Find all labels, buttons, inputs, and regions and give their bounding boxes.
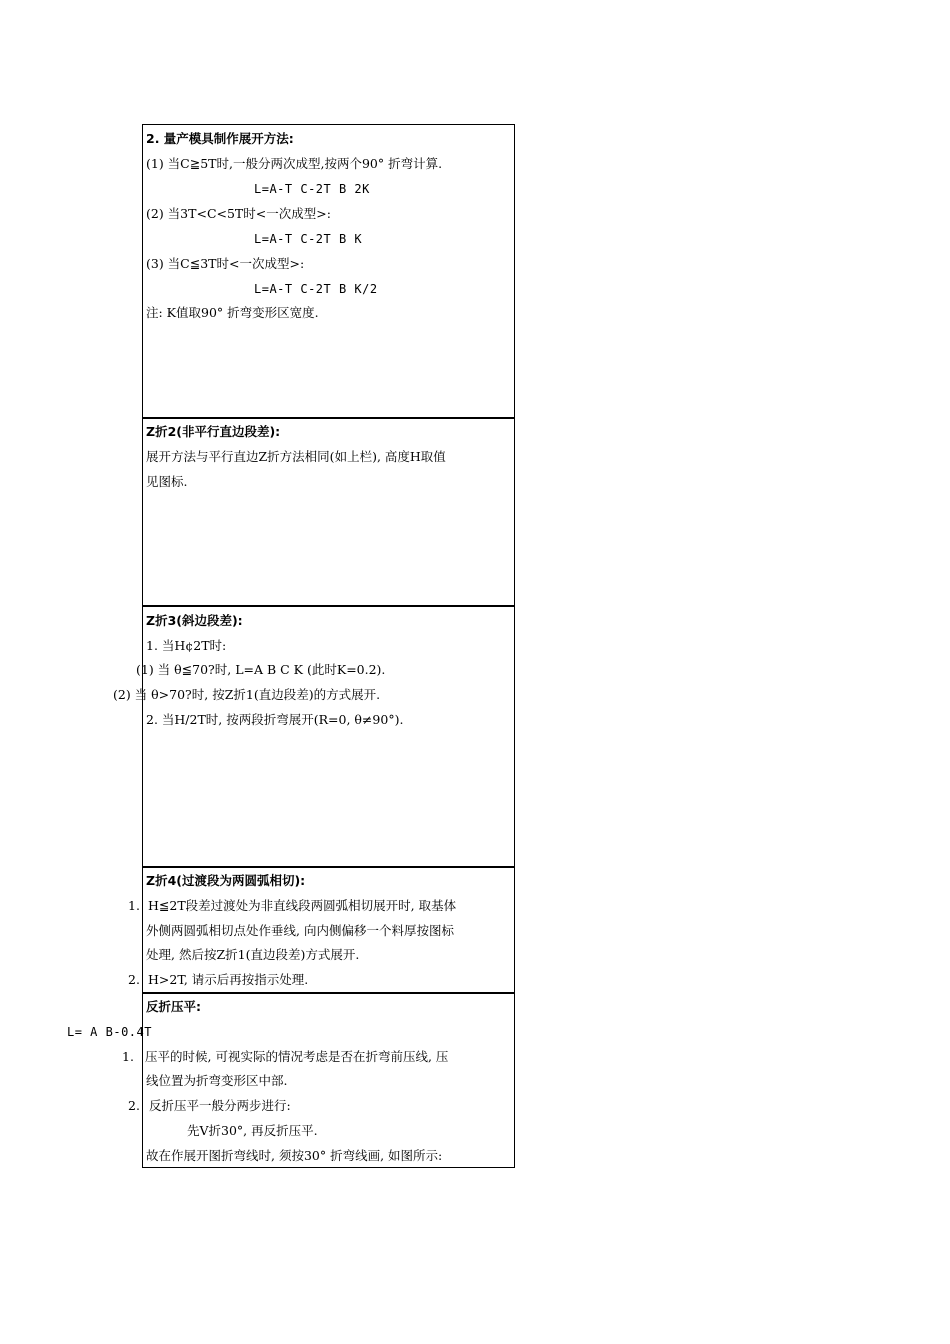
section3-line3: (2) 当 θ>70?时, 按Z折1(直边段差)的方式展开. [113, 687, 381, 702]
section4-title: Z折4(过渡段为两圆弧相切): [146, 873, 306, 888]
section5-conclusion: 故在作展开图折弯线时, 须按30° 折弯线画, 如图所示: [146, 1148, 443, 1163]
section1-line2: (2) 当3T<C<5T时<一次成型>: [146, 206, 331, 221]
section4-item1-number: 1. [128, 898, 140, 913]
section3-line2: (1) 当 θ≦70?时, L=A B C K (此时K=0.2). [136, 662, 386, 677]
section1-formula2: L=A-T C-2T B K [254, 232, 363, 246]
section4-item2-number: 2. [128, 972, 140, 987]
section5-item2-text: 反折压平一般分两步进行: [149, 1098, 291, 1113]
section5-item1-line2: 线位置为折弯变形区中部. [146, 1073, 288, 1088]
section-z-fold-2-box [142, 417, 515, 607]
section5-item1-number: 1. [122, 1049, 134, 1064]
section4-item1-line2: 外侧两圆弧相切点处作垂线, 向内侧偏移一个料厚按图标 [146, 923, 454, 938]
section2-title: Z折2(非平行直边段差): [146, 424, 281, 439]
section2-paragraph-line1: 展开方法与平行直边Z折方法相同(如上栏), 高度H取值 [146, 449, 446, 464]
section5-step-text: 先V折30°, 再反折压平. [187, 1123, 318, 1138]
section1-line1: (1) 当C≧5T时,一般分两次成型,按两个90° 折弯计算. [146, 156, 443, 171]
section2-paragraph-line2: 见图标. [146, 474, 188, 489]
section5-item2-number: 2. [128, 1098, 140, 1113]
section1-formula1: L=A-T C-2T B 2K [254, 182, 370, 196]
section4-item2-text: H>2T, 请示后再按指示处理. [148, 972, 309, 987]
section1-title: 2. 量产模具制作展开方法: [146, 131, 294, 146]
section1-note: 注: K值取90° 折弯变形区宽度. [146, 305, 319, 320]
section1-formula3: L=A-T C-2T B K/2 [254, 282, 378, 296]
section5-formula: L= A B-0.4T [67, 1025, 152, 1039]
section3-title: Z折3(斜边段差): [146, 613, 243, 628]
section3-line1: 1. 当H¢2T时: [146, 638, 227, 653]
section5-item1-line1: 压平的时候, 可视实际的情况考虑是否在折弯前压线, 压 [145, 1049, 449, 1064]
section3-line4: 2. 当H/2T时, 按两段折弯展开(R=0, θ≠90°). [146, 712, 404, 727]
section5-title: 反折压平: [146, 999, 201, 1014]
section4-item1-line3: 处理, 然后按Z折1(直边段差)方式展开. [146, 947, 360, 962]
section4-item1-line1: H≦2T段差过渡处为非直线段两圆弧相切展开时, 取基体 [148, 898, 457, 913]
section1-line3: (3) 当C≦3T时<一次成型>: [146, 256, 305, 271]
